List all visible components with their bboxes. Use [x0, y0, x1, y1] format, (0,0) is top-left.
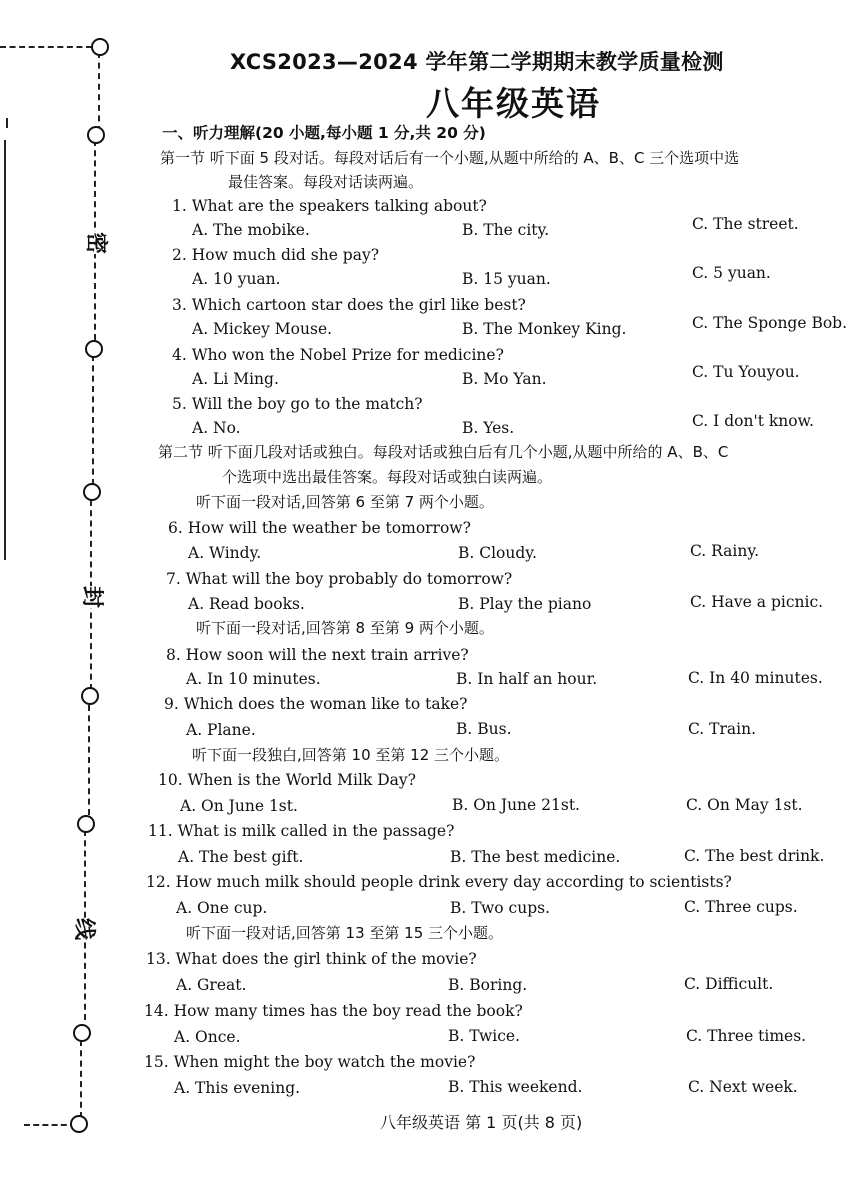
question-13: 13. What does the girl think of the movie? [146, 950, 477, 968]
q15-option-c: C. Next week. [688, 1078, 798, 1096]
q3-option-c: C. The Sponge Bob. [692, 314, 848, 332]
instruction-q8-9: 听下面一段对话,回答第 8 至第 9 两个小题。 [196, 619, 494, 637]
seal-char-mi: 密 [83, 231, 109, 255]
q14-option-c: C. Three times. [686, 1027, 807, 1045]
q13-option-a: A. Great. [176, 976, 247, 994]
q8-option-a: A. In 10 minutes. [186, 670, 321, 688]
q13-option-c: C. Difficult. [684, 975, 774, 993]
section1-instruction-cont: 最佳答案。每段对话读两遍。 [228, 173, 424, 191]
binding-line-segment [88, 705, 90, 815]
question-12: 12. How much milk should people drink every day according to scientists? [146, 873, 732, 891]
q6-option-a: A. Windy. [188, 544, 262, 562]
q1-option-b: B. The city. [462, 221, 550, 239]
q15-option-a: A. This evening. [174, 1079, 301, 1097]
binding-hole [85, 340, 103, 358]
q8-option-c: C. In 40 minutes. [688, 669, 823, 687]
question-3: 3. Which cartoon star does the girl like best? [172, 296, 526, 314]
binding-hole [73, 1024, 91, 1042]
q1-option-a: A. The mobike. [192, 221, 310, 239]
seal-char-feng: 封 [79, 585, 105, 609]
section1-instruction: 第一节 听下面 5 段对话。每段对话后有一个小题,从题中所给的 A、B、C 三个选项中选 [160, 149, 740, 167]
q10-option-b: B. On June 21st. [452, 796, 580, 814]
instruction-q10-12: 听下面一段独白,回答第 10 至第 12 三个小题。 [192, 746, 510, 764]
q5-option-a: A. No. [192, 419, 241, 437]
q5-option-b: B. Yes. [462, 419, 515, 437]
q13-option-b: B. Boring. [448, 976, 528, 994]
binding-hole [91, 38, 109, 56]
binding-hole [70, 1115, 88, 1133]
q12-option-a: A. One cup. [176, 899, 268, 917]
question-10: 10. When is the World Milk Day? [158, 771, 416, 789]
q7-option-c: C. Have a picnic. [690, 593, 824, 611]
q4-option-c: C. Tu Youyou. [692, 363, 800, 381]
q6-option-c: C. Rainy. [690, 542, 759, 560]
question-4: 4. Who won the Nobel Prize for medicine? [172, 346, 504, 364]
q11-option-b: B. The best medicine. [450, 848, 621, 866]
question-1: 1. What are the speakers talking about? [172, 197, 487, 215]
q9-option-b: B. Bus. [456, 720, 512, 738]
question-14: 14. How many times has the boy read the book? [144, 1002, 523, 1020]
margin-rule [4, 140, 6, 560]
margin-mark [6, 118, 8, 128]
instruction-q6-7: 听下面一段对话,回答第 6 至第 7 两个小题。 [196, 493, 494, 511]
q7-option-a: A. Read books. [188, 595, 305, 613]
q9-option-c: C. Train. [688, 720, 757, 738]
q3-option-b: B. The Monkey King. [462, 320, 627, 338]
binding-hole [87, 126, 105, 144]
q11-option-c: C. The best drink. [684, 847, 825, 865]
q6-option-b: B. Cloudy. [458, 544, 537, 562]
exam-name: XCS2023—2024 学年第二学期期末教学质量检测 [230, 50, 724, 74]
subject-title: 八年级英语 [426, 84, 601, 123]
q10-option-c: C. On May 1st. [686, 796, 803, 814]
q10-option-a: A. On June 1st. [180, 797, 298, 815]
section2-instruction: 第二节 听下面几段对话或独白。每段对话或独白后有几个小题,从题中所给的 A、B、C [158, 443, 729, 461]
binding-hole [77, 815, 95, 833]
question-6: 6. How will the weather be tomorrow? [168, 519, 471, 537]
question-11: 11. What is milk called in the passage? [148, 822, 455, 840]
binding-hole [83, 483, 101, 501]
binding-line-segment [98, 52, 100, 132]
question-9: 9. Which does the woman like to take? [164, 695, 468, 713]
binding-hole [81, 687, 99, 705]
binding-top-dash [0, 46, 92, 48]
q12-option-c: C. Three cups. [684, 898, 798, 916]
q4-option-b: B. Mo Yan. [462, 370, 547, 388]
part1-heading: 一、听力理解(20 小题,每小题 1 分,共 20 分) [162, 124, 486, 142]
q11-option-a: A. The best gift. [178, 848, 304, 866]
question-7: 7. What will the boy probably do tomorrow? [166, 570, 513, 588]
question-2: 2. How much did she pay? [172, 246, 380, 264]
page-footer: 八年级英语 第 1 页(共 8 页) [380, 1113, 583, 1132]
q8-option-b: B. In half an hour. [456, 670, 598, 688]
binding-margin [0, 0, 120, 1198]
instruction-q13-15: 听下面一段对话,回答第 13 至第 15 三个小题。 [186, 924, 504, 942]
q12-option-b: B. Two cups. [450, 899, 551, 917]
section2-instruction-cont: 个选项中选出最佳答案。每段对话或独白读两遍。 [222, 468, 553, 486]
q2-option-a: A. 10 yuan. [192, 270, 281, 288]
q4-option-a: A. Li Ming. [192, 370, 279, 388]
q1-option-c: C. The street. [692, 215, 799, 233]
seal-char-xian: 线 [71, 917, 97, 941]
question-8: 8. How soon will the next train arrive? [166, 646, 469, 664]
q5-option-c: C. I don't know. [692, 412, 814, 430]
binding-bottom-dash [24, 1124, 76, 1126]
q2-option-c: C. 5 yuan. [692, 264, 771, 282]
q3-option-a: A. Mickey Mouse. [192, 320, 333, 338]
q2-option-b: B. 15 yuan. [462, 270, 551, 288]
question-5: 5. Will the boy go to the match? [172, 395, 423, 413]
q14-option-b: B. Twice. [448, 1027, 521, 1045]
question-15: 15. When might the boy watch the movie? [144, 1053, 476, 1071]
binding-line-segment [92, 355, 94, 485]
q7-option-b: B. Play the piano [458, 595, 592, 613]
q14-option-a: A. Once. [174, 1028, 241, 1046]
q9-option-a: A. Plane. [186, 721, 256, 739]
binding-line-segment [80, 1040, 82, 1118]
q15-option-b: B. This weekend. [448, 1078, 583, 1096]
